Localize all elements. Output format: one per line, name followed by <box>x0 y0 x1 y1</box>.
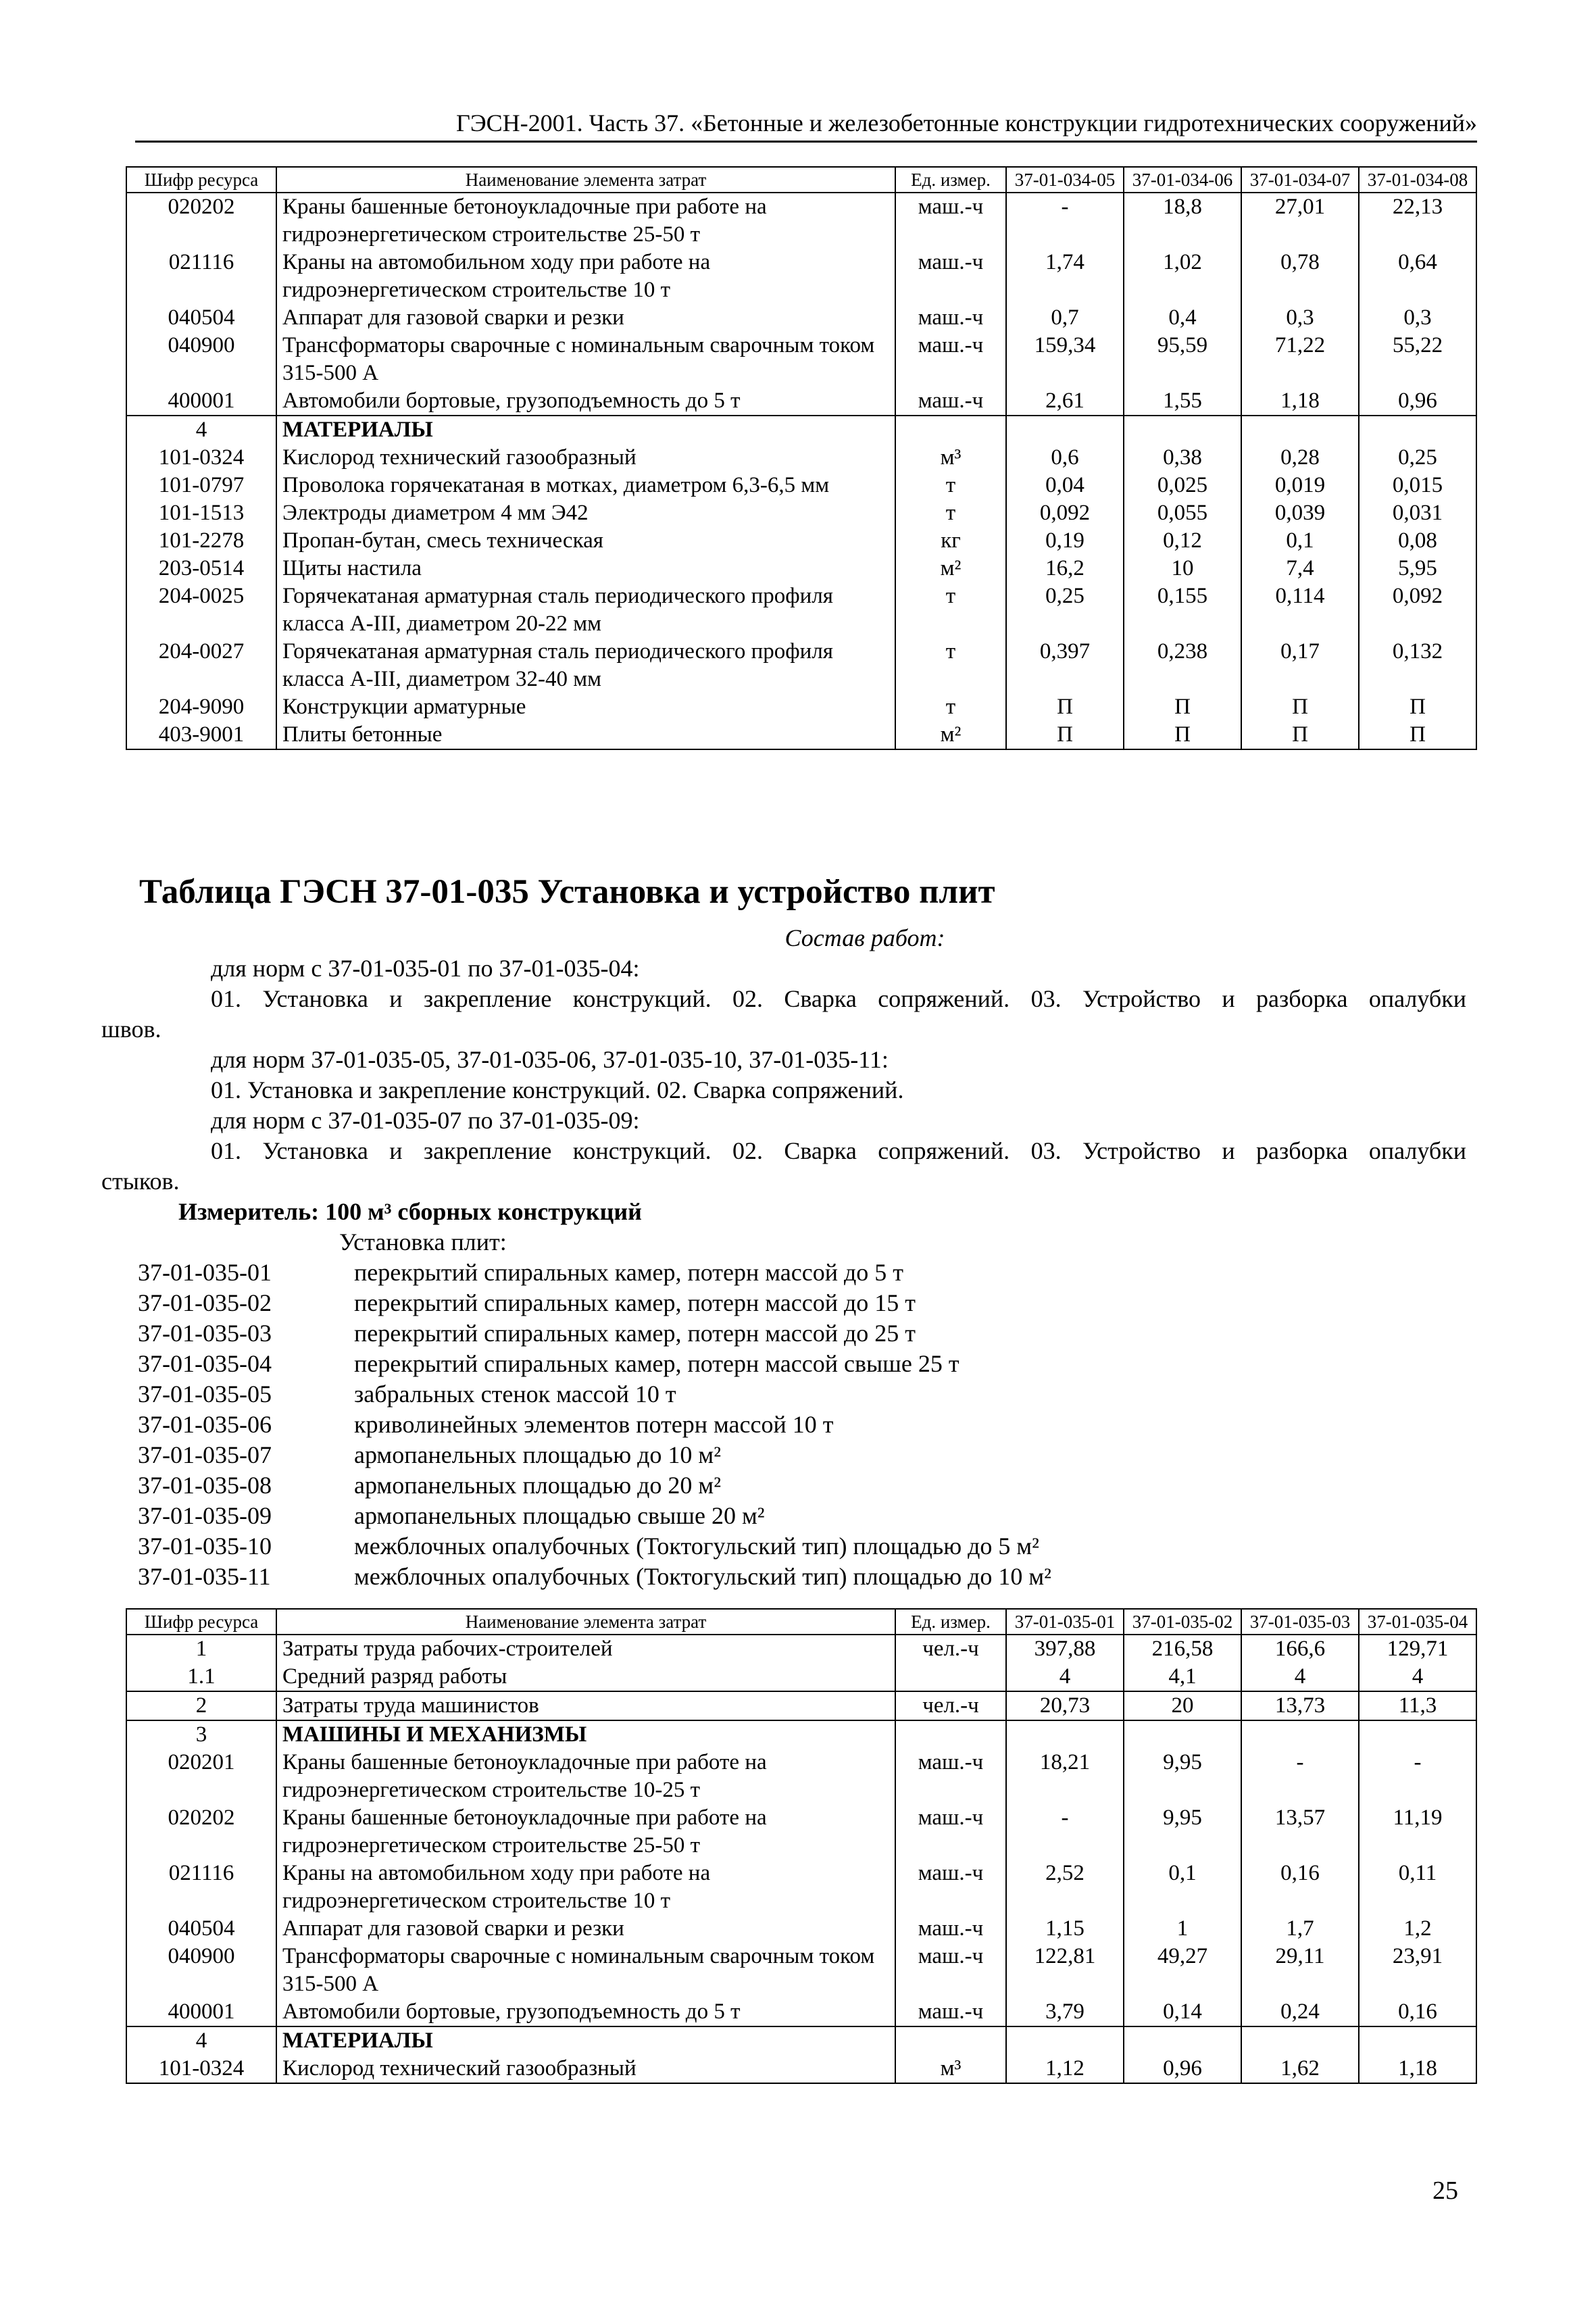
norm-description: межблочных опалубочных (Токтогульский тип) площадью до 10 м² <box>354 1563 1051 1590</box>
value-cell <box>1006 416 1124 444</box>
table-row <box>126 444 1476 472</box>
header-unit: Ед. измер. <box>895 1609 1006 1635</box>
value-cell: 0,16 <box>1359 1998 1476 2026</box>
resource-code: 040900 <box>126 1943 276 1998</box>
section-row <box>126 1691 1476 1720</box>
norm-code: 37-01-035-05 <box>138 1380 272 1408</box>
header-col-4: 37-01-034-08 <box>1359 167 1476 193</box>
resource-name: МАШИНЫ И МЕХАНИЗМЫ <box>276 1720 895 1749</box>
value-cell: 0,11 <box>1359 1860 1476 1915</box>
norm-description: забральных стенок массой 10 т <box>354 1380 676 1408</box>
value-cell: П <box>1006 693 1124 721</box>
unit-cell: т <box>895 638 1006 693</box>
resource-code: 1.1 <box>126 1663 276 1691</box>
value-cell: 0,1 <box>1124 1860 1241 1915</box>
unit-cell: маш.-ч <box>895 1998 1006 2026</box>
value-cell: 0,019 <box>1241 472 1359 499</box>
table-row <box>126 1749 1476 1804</box>
unit-cell: т <box>895 693 1006 721</box>
value-cell: 10 <box>1124 555 1241 582</box>
resource-code: 020202 <box>126 193 276 249</box>
works-norms-1: для норм с 37-01-035-01 по 37-01-035-04: <box>211 955 640 982</box>
header-code: Шифр ресурса <box>126 1609 276 1635</box>
unit-cell: м² <box>895 555 1006 582</box>
resource-code: 204-0027 <box>126 638 276 693</box>
norm-code: 37-01-035-01 <box>138 1259 272 1286</box>
unit-cell: чел.-ч <box>895 1691 1006 1720</box>
table-row <box>126 1663 1476 1691</box>
resource-code: 3 <box>126 1720 276 1749</box>
section-row <box>126 2026 1476 2055</box>
section-row <box>126 416 1476 444</box>
norm-description: перекрытий спиральных камер, потерн массой до 15 т <box>354 1289 916 1316</box>
value-cell: 3,79 <box>1006 1998 1124 2026</box>
value-cell: 0,132 <box>1359 638 1476 693</box>
measure-unit: Измеритель: 100 м³ сборных конструкций <box>178 1198 642 1225</box>
unit-cell: маш.-ч <box>895 1860 1006 1915</box>
value-cell: П <box>1241 693 1359 721</box>
table-row <box>126 582 1476 638</box>
value-cell: 0,155 <box>1124 582 1241 638</box>
value-cell: 49,27 <box>1124 1943 1241 1998</box>
table-row <box>126 721 1476 749</box>
value-cell: 7,4 <box>1241 555 1359 582</box>
value-cell: 0,7 <box>1006 304 1124 332</box>
value-cell: 95,59 <box>1124 332 1241 387</box>
value-cell: 1,02 <box>1124 249 1241 304</box>
value-cell: - <box>1006 193 1124 249</box>
resource-code: 020201 <box>126 1749 276 1804</box>
value-cell: 29,11 <box>1241 1943 1359 1998</box>
works-heading: Состав работ: <box>784 924 945 951</box>
table-row <box>126 332 1476 387</box>
value-cell: 20 <box>1124 1691 1241 1720</box>
norm-code: 37-01-035-03 <box>138 1320 272 1347</box>
unit-cell: т <box>895 499 1006 527</box>
resource-code: 204-9090 <box>126 693 276 721</box>
value-cell: 16,2 <box>1006 555 1124 582</box>
resource-name: Краны башенные бетоноукладочные при работе на гидроэнергетическом строительстве 25-50 т <box>276 193 895 249</box>
value-cell <box>1006 1720 1124 1749</box>
value-cell: П <box>1359 721 1476 749</box>
value-cell: 0,3 <box>1241 304 1359 332</box>
header-col-4: 37-01-035-04 <box>1359 1609 1476 1635</box>
value-cell <box>1124 1720 1241 1749</box>
resource-code: 101-0324 <box>126 444 276 472</box>
value-cell <box>1359 2026 1476 2055</box>
resource-code: 101-2278 <box>126 527 276 555</box>
resource-code: 203-0514 <box>126 555 276 582</box>
value-cell: 20,73 <box>1006 1691 1124 1720</box>
unit-cell: маш.-ч <box>895 332 1006 387</box>
value-cell: 18,21 <box>1006 1749 1124 1804</box>
resource-code: 400001 <box>126 1998 276 2026</box>
resource-name: Пропан-бутан, смесь техническая <box>276 527 895 555</box>
value-cell: 0,04 <box>1006 472 1124 499</box>
value-cell: 0,64 <box>1359 249 1476 304</box>
value-cell: П <box>1124 693 1241 721</box>
norm-description: перекрытий спиральных камер, потерн массой до 5 т <box>354 1259 904 1286</box>
value-cell: 0,19 <box>1006 527 1124 555</box>
table-row <box>126 1915 1476 1943</box>
value-cell: 2,61 <box>1006 387 1124 416</box>
norm-item <box>138 1410 1466 1440</box>
value-cell: 0,14 <box>1124 1998 1241 2026</box>
unit-cell: маш.-ч <box>895 193 1006 249</box>
value-cell: 1,18 <box>1359 2055 1476 2083</box>
value-cell: 0,092 <box>1006 499 1124 527</box>
value-cell: П <box>1359 693 1476 721</box>
table-row <box>126 387 1476 416</box>
value-cell: 1 <box>1124 1915 1241 1943</box>
unit-cell: кг <box>895 527 1006 555</box>
value-cell: 13,57 <box>1241 1804 1359 1860</box>
unit-cell: т <box>895 472 1006 499</box>
value-cell: 0,055 <box>1124 499 1241 527</box>
norm-description: перекрытий спиральных камер, потерн массой свыше 25 т <box>354 1350 959 1377</box>
unit-cell: т <box>895 582 1006 638</box>
table-header-row <box>126 167 1476 193</box>
resource-name: Краны на автомобильном ходу при работе на гидроэнергетическом строительстве 10 т <box>276 249 895 304</box>
unit-cell: маш.-ч <box>895 304 1006 332</box>
table-row <box>126 2055 1476 2083</box>
norm-code: 37-01-035-04 <box>138 1350 272 1377</box>
resource-code: 021116 <box>126 249 276 304</box>
resource-code: 020202 <box>126 1804 276 1860</box>
page-header: ГЭСН-2001. Часть 37. «Бетонные и железобетонные конструкции гидротехнических сооружений» <box>135 108 1477 143</box>
value-cell: 4 <box>1006 1663 1124 1691</box>
resource-name: Электроды диаметром 4 мм Э42 <box>276 499 895 527</box>
value-cell: 0,6 <box>1006 444 1124 472</box>
value-cell: 0,28 <box>1241 444 1359 472</box>
norm-item <box>138 1318 1466 1349</box>
resource-name: Краны на автомобильном ходу при работе на гидроэнергетическом строительстве 10 т <box>276 1860 895 1915</box>
header-col-3: 37-01-035-03 <box>1241 1609 1359 1635</box>
resource-name: Конструкции арматурные <box>276 693 895 721</box>
value-cell: 0,12 <box>1124 527 1241 555</box>
table-row <box>126 638 1476 693</box>
value-cell: 0,025 <box>1124 472 1241 499</box>
value-cell <box>1241 1720 1359 1749</box>
resource-table-035 <box>126 1608 1477 2084</box>
value-cell: 0,092 <box>1359 582 1476 638</box>
works-list-3: 01. Установка и закрепление конструкций. 02. Сварка сопряжений. 03. Устройство и разборка опалубки <box>211 1137 1466 1164</box>
unit-cell <box>895 1663 1006 1691</box>
resource-code: 101-1513 <box>126 499 276 527</box>
table-row <box>126 527 1476 555</box>
norm-item <box>138 1288 1466 1318</box>
resource-code: 040504 <box>126 304 276 332</box>
value-cell: П <box>1124 721 1241 749</box>
value-cell: 0,17 <box>1241 638 1359 693</box>
unit-cell: маш.-ч <box>895 1804 1006 1860</box>
table-row <box>126 555 1476 582</box>
value-cell: 129,71 <box>1359 1635 1476 1663</box>
header-col-3: 37-01-034-07 <box>1241 167 1359 193</box>
value-cell: П <box>1006 721 1124 749</box>
resource-code: 400001 <box>126 387 276 416</box>
works-norms-3: для норм с 37-01-035-07 по 37-01-035-09: <box>211 1107 640 1134</box>
value-cell: П <box>1241 721 1359 749</box>
unit-cell: м³ <box>895 2055 1006 2083</box>
value-cell: 0,397 <box>1006 638 1124 693</box>
resource-code: 204-0025 <box>126 582 276 638</box>
resource-name: Трансформаторы сварочные с номинальным сварочным током 315-500 А <box>276 1943 895 1998</box>
resource-name: Горячекатаная арматурная сталь периодического профиля класса А-III, диаметром 20-22 мм <box>276 582 895 638</box>
value-cell: 159,34 <box>1006 332 1124 387</box>
unit-cell <box>895 1720 1006 1749</box>
table-row <box>126 499 1476 527</box>
resource-name: Плиты бетонные <box>276 721 895 749</box>
value-cell: 0,238 <box>1124 638 1241 693</box>
value-cell: 27,01 <box>1241 193 1359 249</box>
value-cell: 11,3 <box>1359 1691 1476 1720</box>
table-row <box>126 693 1476 721</box>
resource-code: 040504 <box>126 1915 276 1943</box>
table-row <box>126 1860 1476 1915</box>
resource-name: Краны башенные бетоноукладочные при работе на гидроэнергетическом строительстве 10-25 т <box>276 1749 895 1804</box>
norm-item <box>138 1470 1466 1501</box>
unit-cell: маш.-ч <box>895 1749 1006 1804</box>
value-cell: 397,88 <box>1006 1635 1124 1663</box>
value-cell: 22,13 <box>1359 193 1476 249</box>
norm-code: 37-01-035-09 <box>138 1502 272 1529</box>
header-unit: Ед. измер. <box>895 167 1006 193</box>
value-cell <box>1124 416 1241 444</box>
value-cell: - <box>1006 1804 1124 1860</box>
value-cell: 9,95 <box>1124 1804 1241 1860</box>
value-cell: 4 <box>1241 1663 1359 1691</box>
value-cell: 4 <box>1359 1663 1476 1691</box>
section-row <box>126 1635 1476 1663</box>
resource-name: Щиты настила <box>276 555 895 582</box>
norm-description: криволинейных элементов потерн массой 10 т <box>354 1411 834 1438</box>
norm-description: межблочных опалубочных (Токтогульский тип) площадью до 5 м² <box>354 1533 1039 1560</box>
header-col-1: 37-01-034-05 <box>1006 167 1124 193</box>
value-cell: 0,039 <box>1241 499 1359 527</box>
resource-code: 101-0797 <box>126 472 276 499</box>
value-cell: - <box>1359 1749 1476 1804</box>
table-row <box>126 304 1476 332</box>
table-row <box>126 1804 1476 1860</box>
resource-name: Затраты труда рабочих-строителей <box>276 1635 895 1663</box>
value-cell: 4,1 <box>1124 1663 1241 1691</box>
resource-name: МАТЕРИАЛЫ <box>276 416 895 444</box>
resource-code: 4 <box>126 416 276 444</box>
value-cell: 122,81 <box>1006 1943 1124 1998</box>
resource-name: Кислород технический газообразный <box>276 2055 895 2083</box>
resource-name: Средний разряд работы <box>276 1663 895 1691</box>
resource-code: 2 <box>126 1691 276 1720</box>
page-number: 25 <box>1432 2176 1458 2205</box>
norm-item <box>138 1562 1466 1592</box>
works-list-1: 01. Установка и закрепление конструкций. 02. Сварка сопряжений. 03. Устройство и разборка опалубки <box>211 985 1466 1012</box>
resource-name: Горячекатаная арматурная сталь периодического профиля класса А-III, диаметром 32-40 мм <box>276 638 895 693</box>
value-cell <box>1124 2026 1241 2055</box>
header-name: Наименование элемента затрат <box>276 1609 895 1635</box>
value-cell: 1,15 <box>1006 1915 1124 1943</box>
unit-cell: м³ <box>895 444 1006 472</box>
value-cell: 0,015 <box>1359 472 1476 499</box>
value-cell: 13,73 <box>1241 1691 1359 1720</box>
section-title: Таблица ГЭСН 37-01-035 Установка и устройство плит <box>139 873 995 911</box>
value-cell: 9,95 <box>1124 1749 1241 1804</box>
value-cell: 0,4 <box>1124 304 1241 332</box>
value-cell: 0,78 <box>1241 249 1359 304</box>
unit-cell <box>895 416 1006 444</box>
norm-item <box>138 1501 1466 1531</box>
value-cell: 1,7 <box>1241 1915 1359 1943</box>
works-list-1-end: швов. <box>101 1016 161 1043</box>
works-list-2: 01. Установка и закрепление конструкций. 02. Сварка сопряжений. <box>211 1076 904 1103</box>
resource-code: 021116 <box>126 1860 276 1915</box>
norm-item <box>138 1531 1466 1562</box>
value-cell: 1,74 <box>1006 249 1124 304</box>
resource-name: МАТЕРИАЛЫ <box>276 2026 895 2055</box>
unit-cell: маш.-ч <box>895 387 1006 416</box>
value-cell: 216,58 <box>1124 1635 1241 1663</box>
norm-code: 37-01-035-10 <box>138 1533 272 1560</box>
norm-item <box>138 1379 1466 1410</box>
value-cell: 1,18 <box>1241 387 1359 416</box>
norm-item <box>138 1349 1466 1379</box>
resource-code: 040900 <box>126 332 276 387</box>
value-cell: 166,6 <box>1241 1635 1359 1663</box>
value-cell <box>1359 1720 1476 1749</box>
norm-item <box>138 1258 1466 1288</box>
table-header-row <box>126 1609 1476 1635</box>
value-cell: 1,12 <box>1006 2055 1124 2083</box>
unit-cell <box>895 2026 1006 2055</box>
resource-code: 1 <box>126 1635 276 1663</box>
resource-code: 4 <box>126 2026 276 2055</box>
resource-name: Кислород технический газообразный <box>276 444 895 472</box>
norm-item <box>138 1440 1466 1470</box>
value-cell: 0,114 <box>1241 582 1359 638</box>
value-cell: 0,3 <box>1359 304 1476 332</box>
norm-description: армопанельных площадью до 10 м² <box>354 1441 721 1468</box>
header-col-2: 37-01-035-02 <box>1124 1609 1241 1635</box>
value-cell: 0,1 <box>1241 527 1359 555</box>
value-cell <box>1241 2026 1359 2055</box>
value-cell: 1,62 <box>1241 2055 1359 2083</box>
resource-name: Автомобили бортовые, грузоподъемность до 5 т <box>276 1998 895 2026</box>
norm-code: 37-01-035-08 <box>138 1472 272 1499</box>
resource-name: Проволока горячекатаная в мотках, диаметром 6,3-6,5 мм <box>276 472 895 499</box>
value-cell: 0,24 <box>1241 1998 1359 2026</box>
unit-cell: маш.-ч <box>895 249 1006 304</box>
value-cell: 55,22 <box>1359 332 1476 387</box>
value-cell: 18,8 <box>1124 193 1241 249</box>
header-col-1: 37-01-035-01 <box>1006 1609 1124 1635</box>
norm-code: 37-01-035-11 <box>138 1563 271 1590</box>
value-cell: 71,22 <box>1241 332 1359 387</box>
work-composition <box>101 923 1466 1592</box>
value-cell <box>1006 2026 1124 2055</box>
value-cell <box>1241 416 1359 444</box>
value-cell: 0,031 <box>1359 499 1476 527</box>
unit-cell: чел.-ч <box>895 1635 1006 1663</box>
resource-code: 403-9001 <box>126 721 276 749</box>
works-norms-2: для норм 37-01-035-05, 37-01-035-06, 37-01-035-10, 37-01-035-11: <box>211 1046 889 1073</box>
table-row <box>126 1943 1476 1998</box>
value-cell: 23,91 <box>1359 1943 1476 1998</box>
unit-cell: м² <box>895 721 1006 749</box>
install-heading: Установка плит: <box>339 1228 507 1255</box>
header-name: Наименование элемента затрат <box>276 167 895 193</box>
value-cell <box>1359 416 1476 444</box>
resource-name: Затраты труда машинистов <box>276 1691 895 1720</box>
value-cell: 0,38 <box>1124 444 1241 472</box>
resource-table-034 <box>126 166 1477 750</box>
works-list-3-end: стыков. <box>101 1168 180 1195</box>
table-row <box>126 193 1476 249</box>
value-cell: 1,55 <box>1124 387 1241 416</box>
resource-code: 101-0324 <box>126 2055 276 2083</box>
header-code: Шифр ресурса <box>126 167 276 193</box>
resource-name: Автомобили бортовые, грузоподъемность до 5 т <box>276 387 895 416</box>
value-cell: - <box>1241 1749 1359 1804</box>
value-cell: 0,16 <box>1241 1860 1359 1915</box>
resource-name: Аппарат для газовой сварки и резки <box>276 304 895 332</box>
norm-description: перекрытий спиральных камер, потерн массой до 25 т <box>354 1320 916 1347</box>
norm-description: армопанельных площадью свыше 20 м² <box>354 1502 765 1529</box>
value-cell: 0,96 <box>1359 387 1476 416</box>
value-cell: 0,25 <box>1006 582 1124 638</box>
norm-code: 37-01-035-02 <box>138 1289 272 1316</box>
unit-cell: маш.-ч <box>895 1915 1006 1943</box>
value-cell: 5,95 <box>1359 555 1476 582</box>
norm-description: армопанельных площадью до 20 м² <box>354 1472 721 1499</box>
value-cell: 0,25 <box>1359 444 1476 472</box>
value-cell: 0,96 <box>1124 2055 1241 2083</box>
resource-name: Аппарат для газовой сварки и резки <box>276 1915 895 1943</box>
value-cell: 1,2 <box>1359 1915 1476 1943</box>
value-cell: 11,19 <box>1359 1804 1476 1860</box>
norm-code: 37-01-035-07 <box>138 1441 272 1468</box>
norm-code: 37-01-035-06 <box>138 1411 272 1438</box>
table-row <box>126 1998 1476 2026</box>
section-row <box>126 1720 1476 1749</box>
header-col-2: 37-01-034-06 <box>1124 167 1241 193</box>
resource-name: Краны башенные бетоноукладочные при работе на гидроэнергетическом строительстве 25-50 т <box>276 1804 895 1860</box>
unit-cell: маш.-ч <box>895 1943 1006 1998</box>
norm-code-list <box>138 1258 1466 1592</box>
resource-name: Трансформаторы сварочные с номинальным сварочным током 315-500 А <box>276 332 895 387</box>
table-row <box>126 249 1476 304</box>
table-row <box>126 472 1476 499</box>
value-cell: 0,08 <box>1359 527 1476 555</box>
value-cell: 2,52 <box>1006 1860 1124 1915</box>
